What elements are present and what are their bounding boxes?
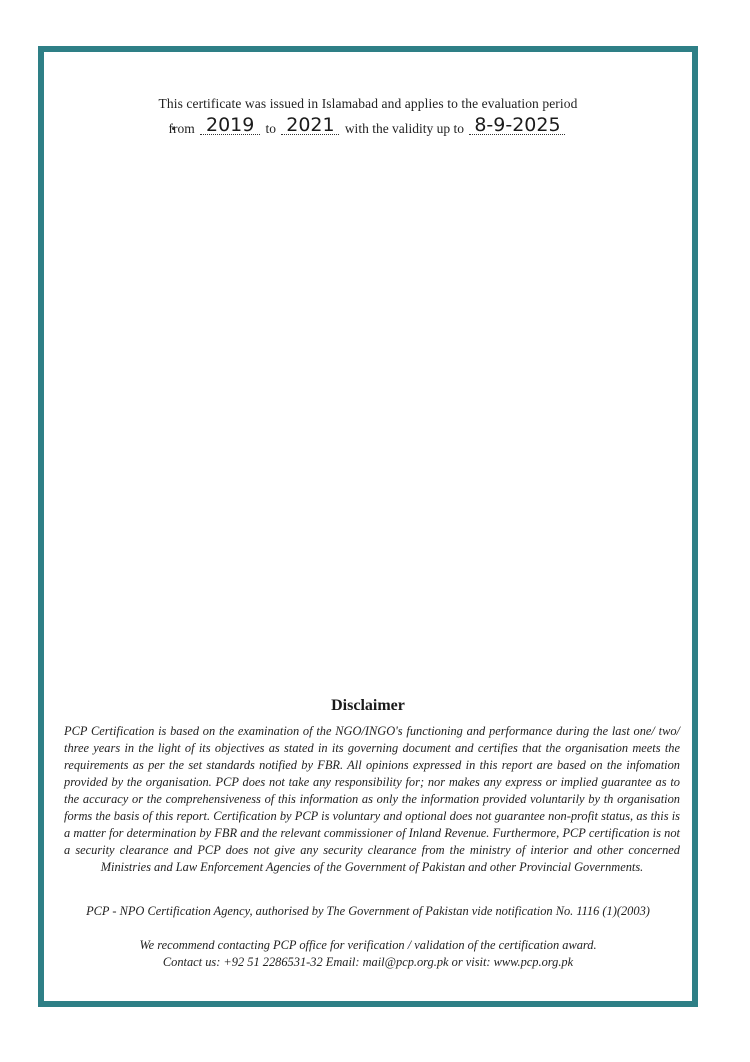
agency-authorisation: PCP - NPO Certification Agency, authorised by The Government of Pakistan vide notification No. 1116 (1)(2003) [86,904,650,918]
validity-date-handwritten: 8-9-2025 [469,116,565,135]
from-label: from [168,121,195,136]
issue-statement: This certificate was issued in Islamabad and applies to the evaluation period [158,96,578,111]
to-year-handwritten: 2021 [281,116,339,135]
evaluation-period-line [44,114,692,137]
contact-details: Contact us: +92 51 2286531-32 Email: mail@pcp.org.pk or visit: www.pcp.org.pk [162,955,574,969]
to-label: to [265,121,277,136]
disclaimer-heading: Disclaimer [331,697,405,714]
validity-label: with the validity up to [344,121,465,136]
from-year-handwritten: 2019 [200,116,260,135]
certificate-border [38,46,698,1007]
verification-recommendation: We recommend contacting PCP office for verification / validation of the certification award. [139,938,597,952]
contact-block [44,937,692,971]
disclaimer-text: PCP Certification is based on the examination of the NGO/INGO's functioning and performance during the last one/ two/ three years in the light of its objectives as stated in its governing document and certifies that the organisation meets the requirements as per the set standards notified by FBR. All opinions expressed in this report are based on the infomation provided by the organisation. PCP does not take any responsibility for; nor makes any express or implied guarantee as to the accuracy or the comprehensiveness of this information as only the information provided voluntarily by th organisation forms the basis of this report. Certification by PCP is voluntary and optional does not guarantee non-profit status, as this is a matter for determination by FBR and the relevant commissioner of Inland Revenue. Furthermore, PCP certification is not a security clearance and PCP does not give any security clearance from the ministry of interior and other concerned Ministries and Law Enforcement Agencies of the Government of Pakistan and other Provincial Governments. [64,724,680,874]
